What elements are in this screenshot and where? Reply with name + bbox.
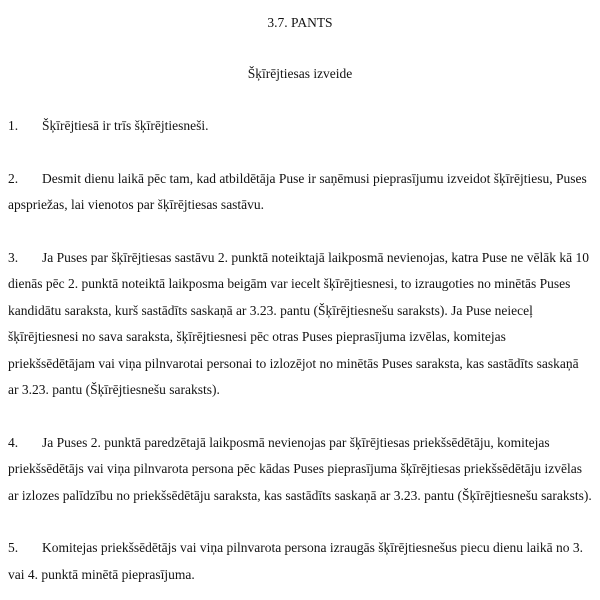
paragraph-2-text: Desmit dienu laikā pēc tam, kad atbildētāja Puse ir saņēmusi pieprasījumu izveidot šķīrējtiesu, Puses apspriežas, lai vienotos par šķīrējtiesas sastāvu. [8,170,587,212]
paragraph-1-number: 1. [8,118,19,133]
paragraph-1-text: Šķīrējtiesā ir trīs šķīrējtiesneši. [42,118,209,133]
paragraph-list [8,113,592,588]
article-subtitle: Šķīrējtiesas izveide [247,65,353,81]
paragraph-5-text: Komitejas priekšsēdētājs vai viņa pilnvarota persona izraugās šķīrējtiesnešus piecu dienu laikā no 3. vai 4. punktā minētā pieprasījuma. [8,540,583,582]
paragraph-4-text: Ja Puses 2. punktā paredzētajā laikposmā nevienojas par šķīrējtiesas priekšsēdētāju, komitejas priekšsēdētājs vai viņa pilnvarota persona pēc kādas Puses pieprasījuma šķīrējtiesas priekšsēdētāju izvēlas ar izlozes palīdzību no priekšsēdētāju saraksta, kas sastādīts saskaņā ar 3.23. pantu (Šķīrējtiesnešu saraksts). [8,434,592,503]
paragraph-5-number: 5. [8,540,19,555]
paragraph-3 [8,245,592,404]
article-title: 3.7. PANTS [267,15,333,30]
paragraph-2-number: 2. [8,170,19,186]
paragraph-2 [8,166,592,219]
paragraph-4 [8,430,592,510]
paragraph-3-number: 3. [8,249,19,265]
paragraph-1 [8,113,592,140]
paragraph-5 [8,535,592,588]
paragraph-3-text: Ja Puses par šķīrējtiesas sastāvu 2. punktā noteiktajā laikposmā nevienojas, katra Puse ne vēlāk kā 10 dienās pēc 2. punktā noteiktā laikposma beigām var iecelt šķīrējtiesnesi, to izraugoties no minētās Puses kandidātu saraksta, kurš sastādīts saskaņā ar 3.23. pantu (Šķīrējtiesnešu saraksts). Ja Puse neieceļ šķīrējtiesnesi no sava saraksta, šķīrējtiesnesi pēc otras Puses pieprasījuma izvēlas, komitejas priekšsēdētājam vai viņa pilnvarotai personai to izlozējot no minētās Puses saraksta, kas sastādīts saskaņā ar 3.23. pantu (Šķīrējtiesnešu saraksts). [8,249,589,397]
paragraph-4-number: 4. [8,434,19,450]
